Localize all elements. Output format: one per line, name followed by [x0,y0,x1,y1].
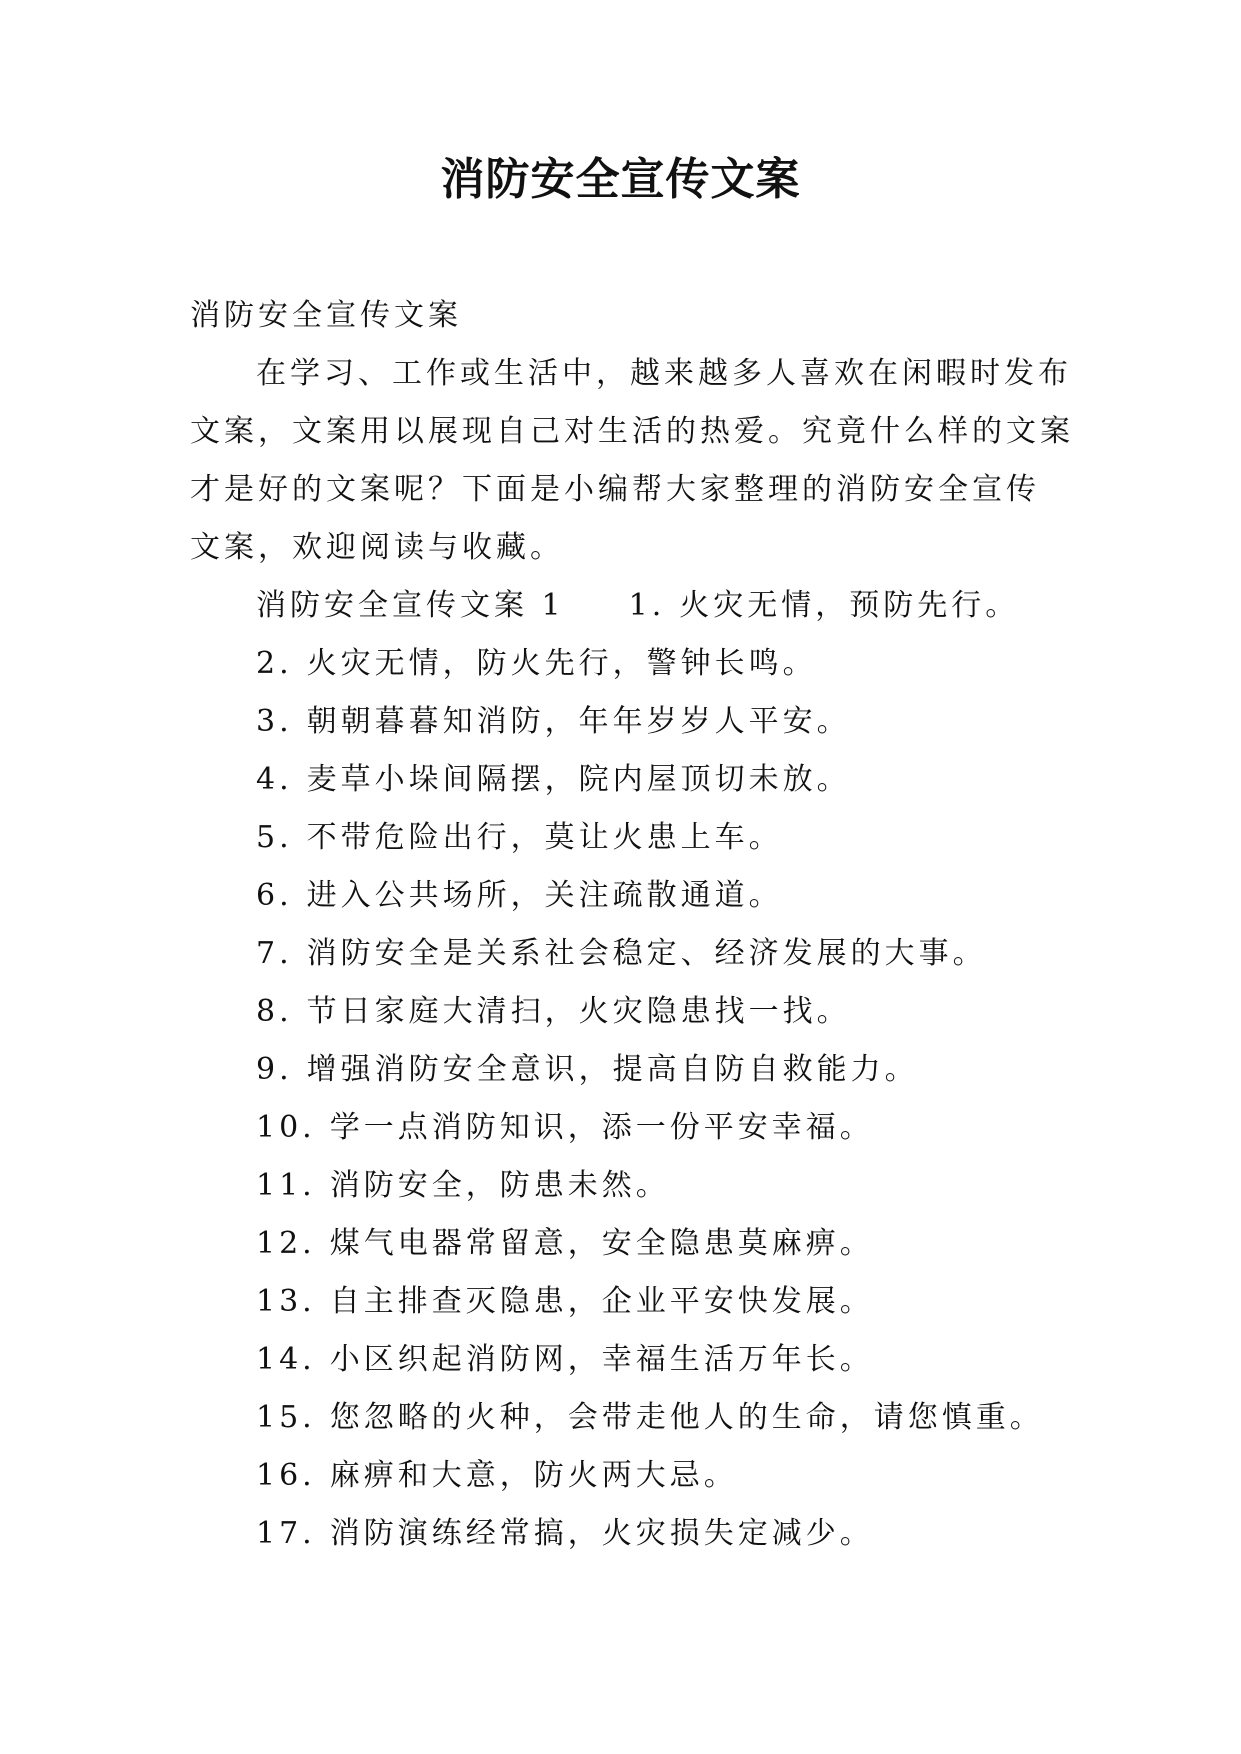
item-number: 14. [256,1342,316,1377]
document-body [190,287,1074,1563]
item-text: 增强消防安全意识，提高自防自救能力。 [306,1052,919,1087]
item-text: 节日家庭大清扫，火灾隐患找一找。 [306,994,851,1029]
item-number: 9. [256,1052,293,1087]
list-item [190,1215,1060,1273]
item-number: 12. [256,1226,316,1261]
list-item [190,751,1060,809]
document-subtitle: 消防安全宣传文案 [190,298,462,333]
list-item [190,635,1060,693]
item-text: 不带危险出行，莫让火患上车。 [306,820,783,855]
list-item [190,1389,1060,1447]
list-item [190,1331,1060,1389]
list-item [190,1041,1060,1099]
item-number: 1. [628,588,666,623]
intro-line: 文案，欢迎阅读与收藏。 [190,530,564,565]
item-number: 7. [256,936,293,971]
item-text: 小区织起消防网，幸福生活万年长。 [329,1342,874,1377]
list-item [190,1157,1060,1215]
section-heading: 消防安全宣传文案 1 [256,588,565,623]
item-text: 麻痹和大意，防火两大忌。 [329,1458,738,1493]
item-text: 学一点消防知识，添一份平安幸福。 [329,1110,874,1145]
item-text: 朝朝暮暮知消防，年年岁岁人平安。 [306,704,851,739]
item-text: 消防安全，防患未然。 [329,1168,670,1203]
list-item [190,983,1060,1041]
item-number: 6. [256,878,293,913]
item-text: 火灾无情，防火先行，警钟长鸣。 [306,646,817,681]
list-item [190,1099,1060,1157]
list-item [190,809,1060,867]
item-number: 13. [256,1284,316,1319]
item-text: 火灾无情，预防先行。 [679,588,1020,623]
item-text: 消防安全是关系社会稳定、经济发展的大事。 [306,936,987,971]
list-item [190,1273,1060,1331]
item-number: 15. [256,1400,316,1435]
item-number: 2. [256,646,293,681]
list-item [190,925,1060,983]
intro-line: 才是好的文案呢？下面是小编帮大家整理的消防安全宣传 [190,472,1040,507]
item-number: 17. [256,1516,316,1551]
item-number: 10. [256,1110,316,1145]
list-item [190,867,1060,925]
item-number: 4. [256,762,293,797]
item-text: 煤气电器常留意，安全隐患莫麻痹。 [329,1226,874,1261]
item-number: 5. [256,820,293,855]
list-item [190,1447,1060,1505]
item-number: 3. [256,704,293,739]
item-text: 麦草小垛间隔摆，院内屋顶切未放。 [306,762,851,797]
intro-line: 在学习、工作或生活中，越来越多人喜欢在闲暇时发布 [256,356,1072,391]
item-text: 消防演练经常搞，火灾损失定减少。 [329,1516,874,1551]
list-item [190,1505,1060,1563]
list-item [190,693,1060,751]
document-title: 消防安全宣传文案 [440,154,801,205]
item-text: 自主排查灭隐患，企业平安快发展。 [329,1284,874,1319]
item-number: 11. [256,1168,316,1203]
item-text: 您忽略的火种，会带走他人的生命，请您慎重。 [329,1400,1044,1435]
item-text: 进入公共场所，关注疏散通道。 [306,878,783,913]
section-heading-row [190,577,1060,635]
item-number: 8. [256,994,293,1029]
intro-line: 文案，文案用以展现自己对生活的热爱。究竟什么样的文案 [190,414,1074,449]
item-number: 16. [256,1458,316,1493]
